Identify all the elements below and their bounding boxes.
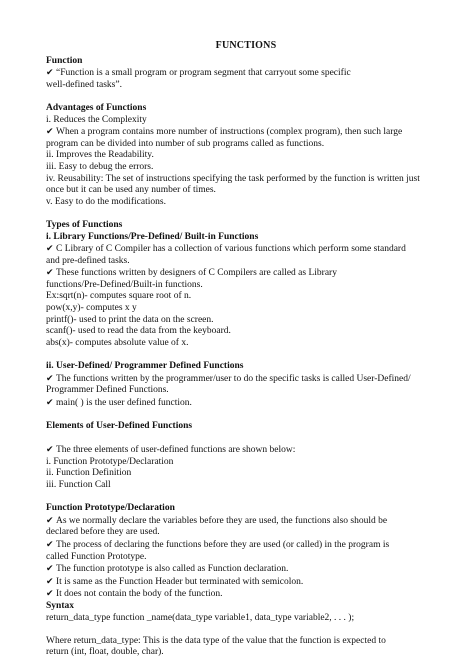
user-defined-bullet1-line2: Programmer Defined Functions. bbox=[46, 385, 169, 396]
prototype-bullet1-line2: declared before they are used. bbox=[46, 527, 160, 538]
checkmark-icon: ✔ bbox=[46, 67, 54, 78]
subheading-syntax: Syntax bbox=[46, 600, 74, 611]
prototype-bullet4: It is same as the Function Header but terminated with semicolon. bbox=[56, 576, 304, 587]
user-defined-bullet2: main( ) is the user defined function. bbox=[56, 397, 192, 408]
library-bullet2-line1: These functions written by designers of C Compilers are called as Library bbox=[56, 268, 337, 279]
checkmark-icon: ✔ bbox=[46, 243, 54, 254]
checkmark-icon: ✔ bbox=[46, 267, 54, 278]
bullet-item bbox=[46, 515, 446, 528]
example-line: scanf()- used to read the data from the keyboard. bbox=[46, 326, 231, 337]
checkmark-icon: ✔ bbox=[46, 538, 54, 549]
library-bullet1-line1: C Library of C Compiler has a collection of various functions which perform some standard bbox=[56, 244, 406, 255]
list-item: ii. Improves the Readability. bbox=[46, 150, 154, 161]
section-heading-function: Function bbox=[46, 55, 83, 66]
prototype-bullet2-line1: The process of declaring the functions before they are used (or called) in the program is bbox=[56, 539, 390, 550]
section-heading-elements: Elements of User-Defined Functions bbox=[46, 421, 193, 431]
subheading-user-defined-functions: ii. User-Defined/ Programmer Defined Functions bbox=[46, 361, 244, 372]
subheading-library-functions: i. Library Functions/Pre-Defined/ Built-in Functions bbox=[46, 231, 259, 242]
list-item: ii. Function Definition bbox=[46, 468, 132, 479]
bullet-item bbox=[46, 588, 446, 601]
list-item: v. Easy to do the modifications. bbox=[46, 196, 166, 207]
prototype-bullet5: It does not contain the body of the function. bbox=[56, 589, 223, 600]
list-item: iv. Reusability: The set of instructions specifying the task performed by the function is written just bbox=[46, 173, 420, 184]
list-item-continuation: once but it can be used any number of times. bbox=[46, 185, 216, 196]
function-definition-line1: “Function is a small program or program segment that carryout some specific bbox=[56, 68, 351, 79]
bullet-item bbox=[46, 539, 446, 552]
bullet-item bbox=[46, 67, 446, 80]
prototype-bullet3: The function prototype is also called as Function declaration. bbox=[56, 564, 289, 575]
where-line2: return (int, float, double, char). bbox=[46, 647, 164, 658]
bullet-item bbox=[46, 267, 446, 280]
list-item: iii. Function Call bbox=[46, 479, 111, 490]
list-item: iii. Easy to debug the errors. bbox=[46, 161, 154, 172]
example-line: abs(x)- computes absolute value of x. bbox=[46, 337, 189, 348]
bullet-item bbox=[46, 576, 446, 589]
library-bullet1-line2: and pre-defined tasks. bbox=[46, 255, 130, 266]
section-heading-prototype: Function Prototype/Declaration bbox=[46, 503, 175, 514]
section-heading-types: Types of Functions bbox=[46, 219, 123, 230]
page-title: FUNCTIONS bbox=[215, 40, 277, 51]
checkmark-icon: ✔ bbox=[46, 396, 54, 407]
checkmark-icon: ✔ bbox=[46, 126, 54, 137]
advantage-bullet-line2: program can be divided into number of sub programs called as functions. bbox=[46, 138, 325, 149]
bullet-item bbox=[46, 243, 446, 256]
checkmark-icon: ✔ bbox=[46, 514, 54, 525]
bullet-item bbox=[46, 444, 446, 457]
prototype-bullet1-line1: As we normally declare the variables before they are used, the functions also should be bbox=[56, 515, 388, 526]
syntax-line: return_data_type function _name(data_type variable1, data_type variable2, . . . ); bbox=[46, 612, 355, 623]
example-line: printf()- used to print the data on the screen. bbox=[46, 314, 214, 325]
example-line: pow(x,y)- computes x y bbox=[46, 303, 137, 314]
list-item: i. Function Prototype/Declaration bbox=[46, 456, 174, 467]
where-line1: Where return_data_type: This is the data type of the value that the function is expected to bbox=[46, 635, 386, 646]
bullet-item bbox=[46, 373, 446, 386]
example-line: Ex:sqrt(n)- computes square root of n. bbox=[46, 291, 192, 302]
checkmark-icon: ✔ bbox=[46, 563, 54, 574]
checkmark-icon: ✔ bbox=[46, 588, 54, 599]
list-item: i. Reduces the Complexity bbox=[46, 114, 147, 125]
checkmark-icon: ✔ bbox=[46, 444, 54, 455]
user-defined-bullet1-line1: The functions written by the programmer/user to do the specific tasks is called User-Defined/ bbox=[56, 373, 411, 384]
advantage-bullet-line1: When a program contains more number of instructions (complex program), then such large bbox=[56, 127, 403, 138]
section-heading-advantages: Advantages of Functions bbox=[46, 102, 147, 113]
checkmark-icon: ✔ bbox=[46, 372, 54, 383]
prototype-bullet2-line2: called Function Prototype. bbox=[46, 551, 147, 562]
checkmark-icon: ✔ bbox=[46, 575, 54, 586]
bullet-item bbox=[46, 126, 446, 139]
bullet-item bbox=[46, 397, 446, 410]
elements-bullet: The three elements of user-defined functions are shown below: bbox=[56, 445, 296, 456]
function-definition-line2: well-defined tasks”. bbox=[46, 79, 122, 90]
bullet-item bbox=[46, 563, 446, 576]
library-bullet2-line2: functions/Pre-Defined/Built-in functions. bbox=[46, 279, 203, 290]
document-page bbox=[46, 40, 446, 659]
